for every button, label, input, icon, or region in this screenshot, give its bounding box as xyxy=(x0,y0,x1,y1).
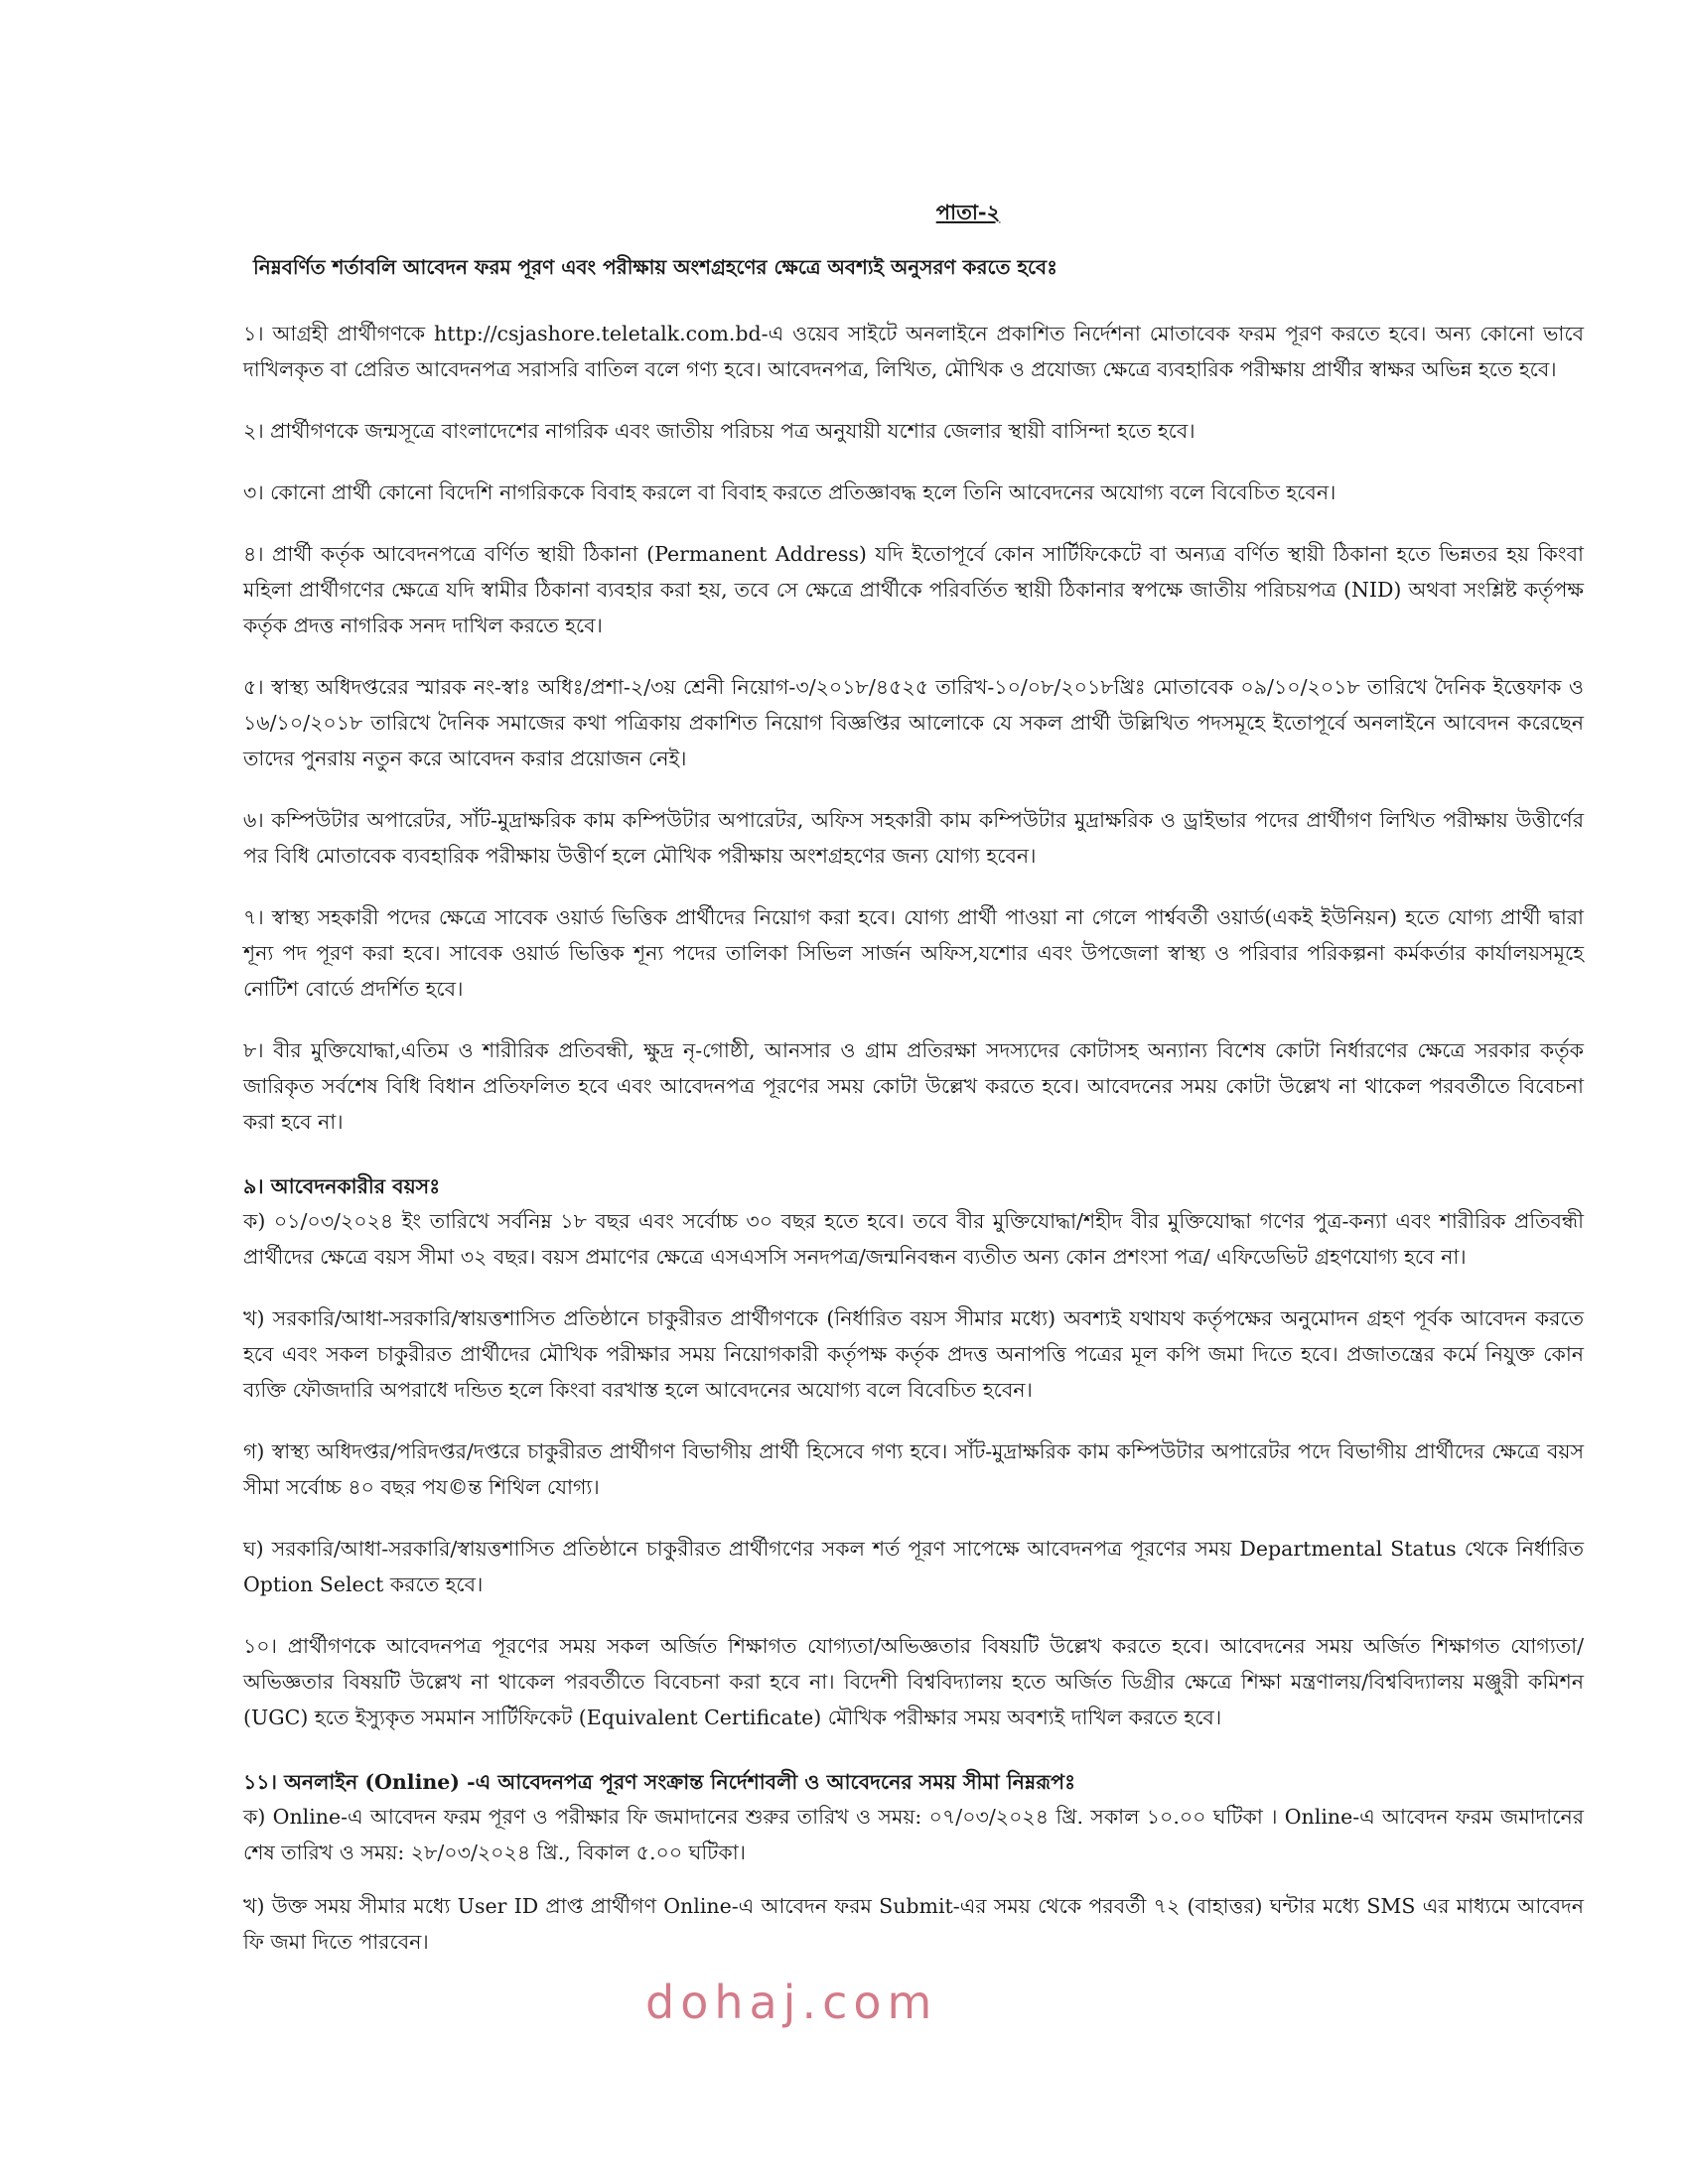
watermark: dohaj.com xyxy=(645,1976,938,2029)
condition-2: ২। প্রার্থীগণকে জন্মসূত্রে বাংলাদেশের নাগরিক এবং জাতীয় পরিচয় পত্র অনুযায়ী যশোর জেলার স্থায়ী বাসিন্দা হতে হবে। xyxy=(243,419,1196,443)
online-clause-a: ক) Online-এ আবেদন ফরম পূরণ ও পরীক্ষার ফি জমাদানের শুরুর তারিখ ও সময়: ০৭/০৩/২০২৪ খ্রি. সকাল ১০.০০ ঘটিকা । Online-এ আবেদন ফরম জমাদানের শেষ তারিখ ও সময়: ২৮/০৩/২০২৪ খ্রি., বিকাল ৫.০০ ঘটিকা। xyxy=(243,1805,1584,1864)
online-clause-b: খ) উক্ত সময় সীমার মধ্যে User ID প্রাপ্ত প্রার্থীগণ Online-এ আবেদন ফরম Submit-এর সময় থেকে পরবর্তী ৭২ (বাহাত্তর) ঘন্টার মধ্যে SMS এর মাধ্যমে আবেদন ফি জমা দিতে পারবেন। xyxy=(243,1894,1584,1954)
age-clause-d: ঘ) সরকারি/আধা-সরকারি/স্বায়ত্তশাসিত প্রতিষ্ঠানে চাকুরীরত প্রার্থীগণের সকল শর্ত পূরণ সাপেক্ষে আবেদনপত্র পূরণের সময় Departmental Status থেকে নির্ধারিত Option Select করতে হবে। xyxy=(243,1537,1584,1596)
page-number: পাতা-২ xyxy=(935,200,1001,224)
condition-3: ৩। কোনো প্রার্থী কোনো বিদেশি নাগরিককে বিবাহ করলে বা বিবাহ করতে প্রতিজ্ঞাবদ্ধ হলে তিনি আবেদনের অযোগ্য বলে বিবেচিত হবেন। xyxy=(243,480,1336,504)
online-section-heading: ১১। অনলাইন (Online) -এ আবেদনপত্র পূরণ সংক্রান্ত নির্দেশাবলী ও আবেদনের সময় সীমা নিম্নরূপঃ xyxy=(243,1770,1076,1794)
intro-heading: নিম্নবর্ণিত শর্তাবলি আবেদন ফরম পূরণ এবং পরীক্ষায় অংশগ্রহণের ক্ষেত্রে অবশ্যই অনুসরণ করতে হবেঃ xyxy=(253,255,1057,279)
condition-8: ৮। বীর মুক্তিযোদ্ধা,এতিম ও শারীরিক প্রতিবন্ধী, ক্ষুদ্র নৃ-গোষ্ঠী, আনসার ও গ্রাম প্রতিরক্ষা সদস্যদের কোটাসহ অন্যান্য বিশেষ কোটা নির্ধারণের ক্ষেত্রে সরকার কর্তৃক জারিকৃত সর্বশেষ বিধি বিধান প্রতিফলিত হবে এবং আবেদনপত্র পূরণের সময় কোটা উল্লেখ করতে হবে। আবেদনের সময় কোটা উল্লেখ না থাকেল পরবর্তীতে বিবেচনা করা হবে না। xyxy=(243,1038,1584,1134)
condition-6: ৬। কম্পিউটার অপারেটর, সাঁট-মুদ্রাক্ষরিক কাম কম্পিউটার অপারেটর, অফিস সহকারী কাম কম্পিউটার মুদ্রাক্ষরিক ও ড্রাইভার পদের প্রার্থীগণ লিখিত পরীক্ষায় উত্তীর্ণের পর বিধি মোতাবেক ব্যবহারিক পরীক্ষায় উত্তীর্ণ হলে মৌখিক পরীক্ষায় অংশগ্রহণের জন্য যোগ্য হবেন। xyxy=(243,808,1584,868)
age-clause-c: গ) স্বাস্থ্য অধিদপ্তর/পরিদপ্তর/দপ্তরে চাকুরীরত প্রার্থীগণ বিভাগীয় প্রার্থী হিসেবে গণ্য হবে। সাঁট-মুদ্রাক্ষরিক কাম কম্পিউটার অপারেটর পদে বিভাগীয় প্রার্থীদের ক্ষেত্রে বয়স সীমা সর্বোচ্চ ৪০ বছর পয©ন্ত শিথিল যোগ্য। xyxy=(243,1439,1584,1499)
age-clause-a: ক) ০১/০৩/২০২৪ ইং তারিখে সর্বনিম্ন ১৮ বছর এবং সর্বোচ্চ ৩০ বছর হতে হবে। তবে বীর মুক্তিযোদ্ধা/শহীদ বীর মুক্তিযোদ্ধা গণের পুত্র-কন্যা এবং শারীরিক প্রতিবন্ধী প্রার্থীদের ক্ষেত্রে বয়স সীমা ৩২ বছর। বয়স প্রমাণের ক্ষেত্রে এসএসসি সনদপত্র/জন্মনিবন্ধন ব্যতীত অন্য কোন প্রশংসা পত্র/ এফিডেভিট গ্রহণযোগ্য হবে না। xyxy=(243,1209,1584,1269)
age-section-heading: ৯। আবেদনকারীর বয়সঃ xyxy=(243,1174,441,1198)
condition-5: ৫। স্বাস্থ্য অধিদপ্তরের স্মারক নং-স্বাঃ অধিঃ/প্রশা-২/৩য় শ্রেনী নিয়োগ-৩/২০১৮/৪৫২৫ তারিখ-১০/০৮/২০১৮খ্রিঃ মোতাবেক ০৯/১০/২০১৮ তারিখে দৈনিক ইত্তেফাক ও ১৬/১০/২০১৮ তারিখে দৈনিক সমাজের কথা পত্রিকায় প্রকাশিত নিয়োগ বিজ্ঞপ্তির আলোকে যে সকল প্রার্থী উল্লিখিত পদসমূহে ইতোপূর্বে অনলাইনে আবেদন করেছেন তাদের পুনরায় নতুন করে আবেদন করার প্রয়োজন নেই। xyxy=(243,675,1584,770)
age-clause-b: খ) সরকারি/আধা-সরকারি/স্বায়ত্তশাসিত প্রতিষ্ঠানে চাকুরীরত প্রার্থীগণকে (নির্ধারিত বয়স সীমার মধ্যে) অবশ্যই যথাযথ কর্তৃপক্ষের অনুমোদন গ্রহণ পূর্বক আবেদন করতে হবে এবং সকল চাকুরীরত প্রার্থীদের মৌখিক পরীক্ষার সময় নিয়োগকারী কর্তৃপক্ষ কর্তৃক প্রদত্ত অনাপত্তি পত্রের মূল কপি জমা দিতে হবে। প্রজাতন্ত্রের কর্মে নিযুক্ত কোন ব্যক্তি ফৌজদারি অপরাধে দন্ডিত হলে কিংবা বরখাস্ত হলে আবেদনের অযোগ্য বলে বিবেচিত হবেন। xyxy=(243,1306,1584,1402)
condition-10: ১০। প্রার্থীগণকে আবেদনপত্র পূরণের সময় সকল অর্জিত শিক্ষাগত যোগ্যতা/অভিজ্ঞতার বিষয়টি উল্লেখ করতে হবে। আবেদনের সময় অর্জিত শিক্ষাগত যোগ্যতা/অভিজ্ঞতার বিষয়টি উল্লেখ না থাকেল পরবর্তীতে বিবেচনা করা হবে না। বিদেশী বিশ্ববিদ্যালয় হতে অর্জিত ডিগ্রীর ক্ষেত্রে শিক্ষা মন্ত্রণালয়/বিশ্ববিদ্যালয় মঞ্জুরী কমিশন (UGC) হতে ইস্যুকৃত সমমান সার্টিফিকেট (Equivalent Certificate) মৌখিক পরীক্ষার সময় অবশ্যই দাখিল করতে হবে। xyxy=(243,1634,1584,1729)
condition-7: ৭। স্বাস্থ্য সহকারী পদের ক্ষেত্রে সাবেক ওয়ার্ড ভিত্তিক প্রার্থীদের নিয়োগ করা হবে। যোগ্য প্রার্থী পাওয়া না গেলে পার্শ্ববর্তী ওয়ার্ড(একই ইউনিয়ন) হতে যোগ্য প্রার্থী দ্বারা শূন্য পদ পূরণ করা হবে। সাবেক ওয়ার্ড ভিত্তিক শূন্য পদের তালিকা সিভিল সার্জন অফিস,যশোর এবং উপজেলা স্বাস্থ্য ও পরিবার পরিকল্পনা কর্মকর্তার কার্যালয়সমূহে নোটিশ বোর্ডে প্রদর্শিত হবে। xyxy=(243,905,1584,1001)
condition-4: ৪। প্রার্থী কর্তৃক আবেদনপত্রে বর্ণিত স্থায়ী ঠিকানা (Permanent Address) যদি ইতোপূর্বে কোন সার্টিফিকেটে বা অন্যত্র বর্ণিত স্থায়ী ঠিকানা হতে ভিন্নতর হয় কিংবা মহিলা প্রার্থীগণের ক্ষেত্রে যদি স্বামীর ঠিকানা ব্যবহার করা হয়, তবে সে ক্ষেত্রে প্রার্থীকে পরিবর্তিত স্থায়ী ঠিকানার স্বপক্ষে জাতীয় পরিচয়পত্র (NID) অথবা সংশ্লিষ্ট কর্তৃপক্ষ কর্তৃক প্রদত্ত নাগরিক সনদ দাখিল করতে হবে। xyxy=(243,542,1584,637)
condition-1: ১। আগ্রহী প্রার্থীগণকে http://csjashore.teletalk.com.bd-এ ওয়েব সাইটে অনলাইনে প্রকাশিত নির্দেশনা মোতাবেক ফরম পূরণ করতে হবে। অন্য কোনো ভাবে দাখিলকৃত বা প্রেরিত আবেদনপত্র সরাসরি বাতিল বলে গণ্য হবে। আবেদনপত্র, লিখিত, মৌখিক ও প্রযোজ্য ক্ষেত্রে ব্যবহারিক পরীক্ষায় প্রার্থীর স্বাক্ষর অভিন্ন হতে হবে। xyxy=(243,322,1584,381)
